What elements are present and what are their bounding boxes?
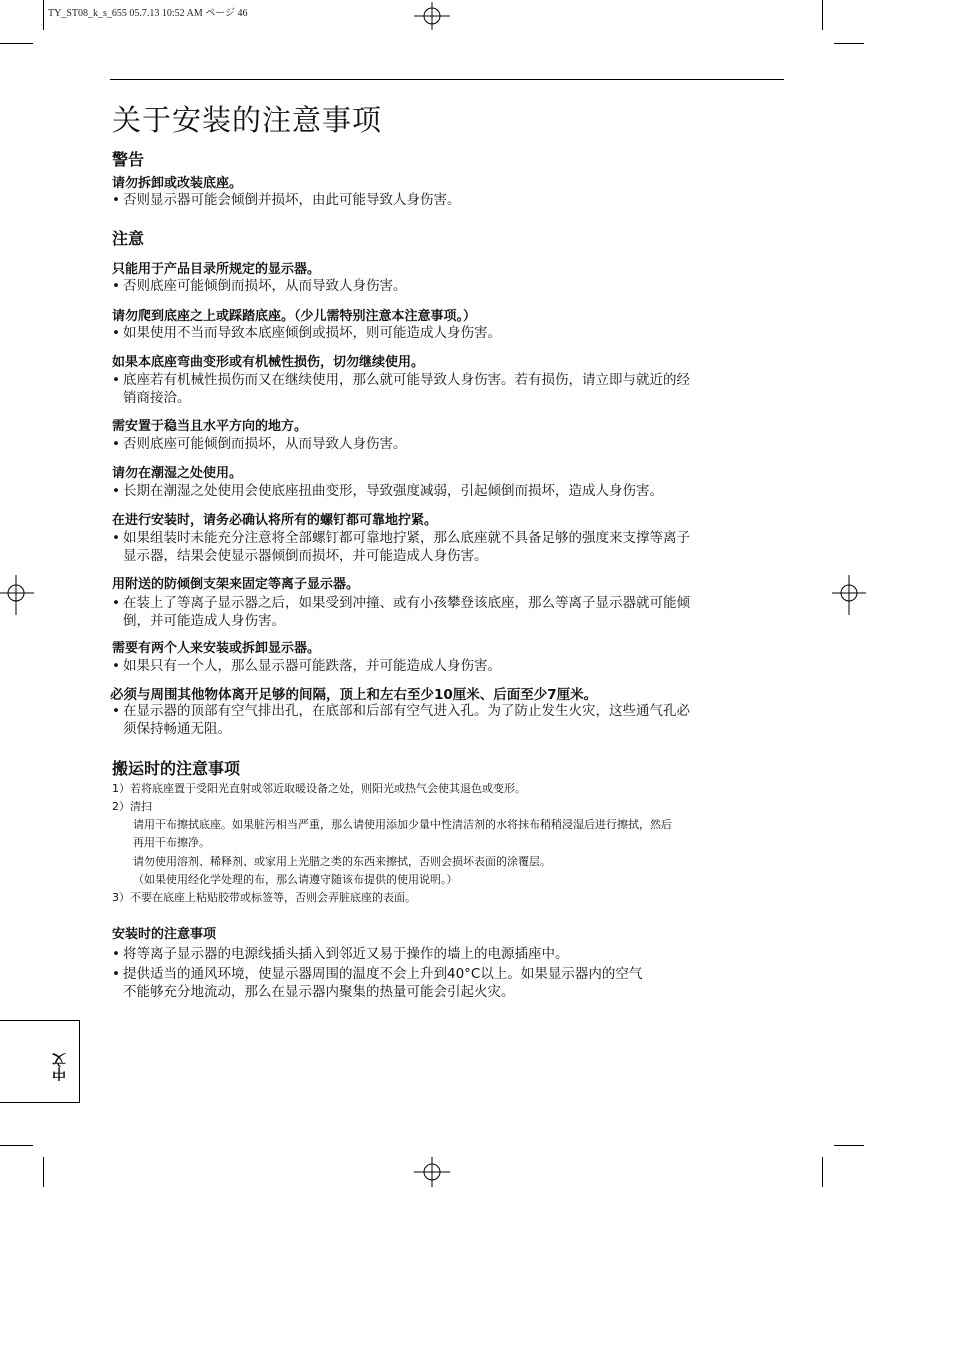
install-item-text: • 提供适当的通风环境，使显示器周围的温度不会上升到40°C以上。如果显示器内的空气 不能够充分地流动，那么在显示器内聚集的热量可能会引起火灾。 xyxy=(112,966,643,1000)
crop-mark xyxy=(822,1157,823,1187)
caution-heading: 注意 xyxy=(112,229,145,248)
transport-heading: 搬运时的注意事项 xyxy=(112,759,241,778)
caution-item-text: • 如果只有一个人，那么显示器可能跌落，并可能造成人身伤害。 xyxy=(112,658,501,674)
caution-item-text: • 长期在潮湿之处使用会使底座扭曲变形，导致强度减弱，引起倾倒而损坏，造成人身伤害。 xyxy=(112,483,663,499)
transport-line: 2）清扫 xyxy=(112,800,152,813)
caution-item-heading: 请勿爬到底座之上或踩踏底座。（少儿需特别注意本注意事项。） xyxy=(112,309,477,324)
caution-item-heading: 如果本底座弯曲变形或有机械性损伤，切勿继续使用。 xyxy=(112,355,425,370)
crop-mark xyxy=(834,1145,864,1146)
caution-item-heading: 需安置于稳当且水平方向的地方。 xyxy=(112,419,308,434)
transport-line: 请勿使用溶剂、稀释剂、或家用上光腊之类的东西来擦拭，否则会损坏表面的涂覆层。 xyxy=(133,855,551,868)
registration-mark-icon xyxy=(832,575,866,615)
caution-item-text: • 否则底座可能倾倒而损坏，从而导致人身伤害。 xyxy=(112,278,407,294)
file-info-header: TY_ST08_k_s_655 05.7.13 10:52 AM ページ 46 xyxy=(48,8,248,19)
registration-mark-icon xyxy=(410,1157,454,1187)
transport-line: 3）不要在底座上粘贴胶带或标签等，否则会弄脏底座的表面。 xyxy=(112,891,416,904)
caution-item-heading: 用附送的防倾倒支架来固定等离子显示器。 xyxy=(112,577,360,592)
caution-item-heading: 只能用于产品目录所规定的显示器。 xyxy=(112,262,321,277)
caution-item-heading: 必须与周围其他物体离开足够的间隔，顶上和左右至少10厘米、后面至少7厘米。 xyxy=(110,687,598,703)
warning-item-heading: 请勿拆卸或改装底座。 xyxy=(112,176,243,191)
transport-line: 再用干布擦净。 xyxy=(133,836,210,849)
crop-mark xyxy=(0,1145,33,1146)
caution-item-text: • 底座若有机械性损伤而又在继续使用，那么就可能导致人身伤害。若有损伤，请立即与就近的经 销商接洽。 xyxy=(112,372,690,406)
warning-item-text: • 否则显示器可能会倾倒并损坏，由此可能导致人身伤害。 xyxy=(112,192,461,208)
page-title: 关于安装的注意事项 xyxy=(112,103,383,137)
caution-item-text: • 在显示器的顶部有空气排出孔，在底部和后部有空气进入孔。为了防止发生火灾，这些通气孔必 须保持畅通无阻。 xyxy=(112,703,690,737)
caution-item-heading: 请勿在潮湿之处使用。 xyxy=(112,466,243,481)
language-side-tab xyxy=(0,1020,80,1103)
registration-mark-icon xyxy=(410,2,454,30)
caution-item-text: • 如果使用不当而导致本底座倾倒或损坏，则可能造成人身伤害。 xyxy=(112,325,501,341)
transport-line: （如果使用经化学处理的布，那么请遵守随该布提供的使用说明。） xyxy=(133,873,458,886)
crop-mark xyxy=(43,0,44,30)
caution-item-text: • 否则底座可能倾倒而损坏，从而导致人身伤害。 xyxy=(112,436,407,452)
crop-mark xyxy=(0,43,33,44)
transport-line: 请用干布擦拭底座。如果脏污相当严重，那么请使用添加少量中性清洁剂的水将抹布稍稍浸湿后进行擦拭，然后 xyxy=(133,818,672,831)
install-item-text: • 将等离子显示器的电源线插头插入到邻近又易于操作的墙上的电源插座中。 xyxy=(112,946,569,962)
install-heading: 安装时的注意事项 xyxy=(112,927,217,942)
caution-item-heading: 需要有两个人来安装或拆卸显示器。 xyxy=(112,641,321,656)
caution-item-text: • 在装上了等离子显示器之后，如果受到冲撞、或有小孩攀登该底座，那么等离子显示器就可能倾 倒，并可能造成人身伤害。 xyxy=(112,595,690,629)
transport-line: 1）若将底座置于受阳光直射或邻近取暖设备之处，则阳光或热气会使其退色或变形。 xyxy=(112,782,526,795)
warning-heading: 警告 xyxy=(112,150,145,169)
registration-mark-icon xyxy=(0,575,34,615)
crop-mark xyxy=(822,0,823,30)
language-tab-label: 中文 xyxy=(52,1053,68,1081)
crop-mark xyxy=(834,43,864,44)
crop-mark xyxy=(43,1157,44,1187)
top-rule xyxy=(110,79,784,80)
caution-item-heading: 在进行安装时，请务必确认将所有的螺钉都可靠地拧紧。 xyxy=(112,513,438,528)
caution-item-text: • 如果组装时未能充分注意将全部螺钉都可靠地拧紧，那么底座就不具备足够的强度来支撑等离子 显示器，结果会使显示器倾倒而损坏，并可能造成人身伤害。 xyxy=(112,530,690,564)
